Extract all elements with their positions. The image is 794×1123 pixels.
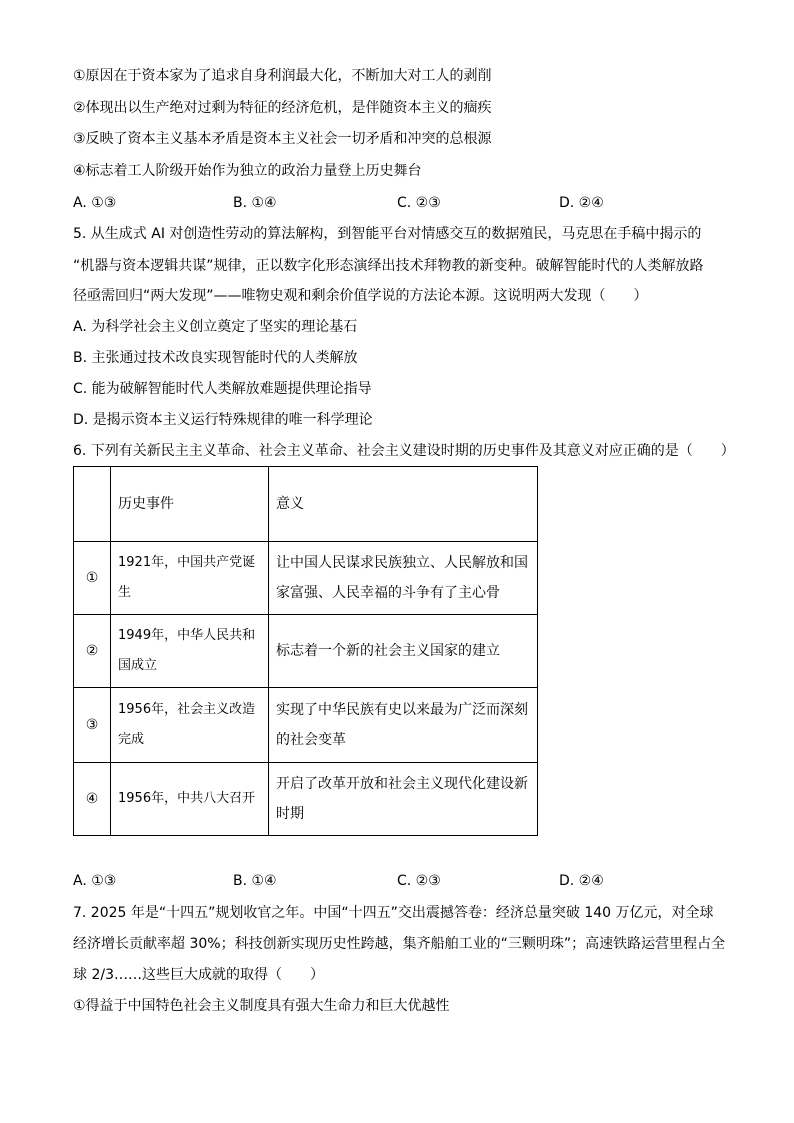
q6-option-c: C. ②③	[397, 873, 441, 889]
table-row	[74, 542, 538, 615]
q4-item-3: ③反映了资本主义基本矛盾是资本主义社会一切矛盾和冲突的总根源	[73, 131, 492, 147]
q4-options	[73, 193, 713, 213]
table-header-row	[74, 467, 538, 542]
q4-option-b: B. ①④	[233, 195, 277, 211]
q7-stem-line-1: 7. 2025 年是“十四五”规划收官之年。中国“十四五”交出震撼答卷：经济总量突破 140 万亿元，对全球	[73, 905, 714, 921]
table-row	[74, 615, 538, 688]
row-number: ①	[74, 542, 111, 615]
table-header-meaning: 意义	[269, 467, 538, 542]
q5-option-a: A. 为科学社会主义创立奠定了坚实的理论基石	[73, 319, 358, 335]
q4-item-4: ④标志着工人阶级开始作为独立的政治力量登上历史舞台	[73, 163, 422, 179]
row-number: ④	[74, 763, 111, 836]
row-meaning: 实现了中华民族有史以来最为广泛而深刻的社会变革	[269, 688, 538, 763]
q7-stem-line-3: 球 2/3……这些巨大成就的取得（ ）	[73, 967, 324, 983]
q6-option-b: B. ①④	[233, 873, 277, 889]
q7-stem-line-2: 经济增长贡献率超 30%；科技创新实现历史性跨越，集齐船舶工业的“三颗明珠”；高速铁路运营里程占全	[73, 936, 726, 952]
row-meaning: 开启了改革开放和社会主义现代化建设新时期	[269, 763, 538, 836]
q4-option-a: A. ①③	[73, 195, 117, 211]
q6-option-d: D. ②④	[559, 873, 604, 889]
table-row	[74, 763, 538, 836]
q4-option-d: D. ②④	[559, 195, 604, 211]
q5-option-c: C. 能为破解智能时代人类解放难题提供理论指导	[73, 381, 372, 397]
q6-history-table	[73, 466, 538, 836]
row-number: ③	[74, 688, 111, 763]
table-row	[74, 688, 538, 763]
q6-stem: 6. 下列有关新民主主义革命、社会主义革命、社会主义建设时期的历史事件及其意义对应正确的是（ ）	[73, 443, 735, 459]
row-meaning: 标志着一个新的社会主义国家的建立	[269, 615, 538, 688]
row-meaning: 让中国人民谋求民族独立、人民解放和国家富强、人民幸福的斗争有了主心骨	[269, 542, 538, 615]
q5-option-d: D. 是揭示资本主义运行特殊规律的唯一科学理论	[73, 412, 373, 428]
q6-option-a: A. ①③	[73, 873, 117, 889]
q4-option-c: C. ②③	[397, 195, 441, 211]
q4-item-1: ①原因在于资本家为了追求自身利润最大化，不断加大对工人的剥削	[73, 68, 492, 84]
row-event: 1956年，中共八大召开	[111, 763, 269, 836]
q5-stem-line-3: 径亟需回归“两大发现”——唯物史观和剩余价值学说的方法论本源。这说明两大发现（ ）	[73, 288, 648, 304]
row-event: 1949年，中华人民共和国成立	[111, 615, 269, 688]
q5-option-b: B. 主张通过技术改良实现智能时代的人类解放	[73, 350, 358, 366]
row-number: ②	[74, 615, 111, 688]
q7-item-1: ①得益于中国特色社会主义制度具有强大生命力和巨大优越性	[73, 998, 450, 1014]
table-header-event: 历史事件	[111, 467, 269, 542]
table-header-blank	[74, 467, 111, 542]
q5-stem-line-2: “机器与资本逻辑共谋”规律，正以数字化形态演绎出技术拜物教的新变种。破解智能时代的人类解放路	[73, 258, 704, 274]
q4-item-2: ②体现出以生产绝对过剩为特征的经济危机，是伴随资本主义的痼疾	[73, 100, 492, 116]
q6-options	[73, 871, 713, 891]
row-event: 1921年，中国共产党诞生	[111, 542, 269, 615]
q5-stem-line-1: 5. 从生成式 AI 对创造性劳动的算法解构，到智能平台对情感交互的数据殖民，马克思在手稿中揭示的	[73, 226, 702, 242]
row-event: 1956年，社会主义改造完成	[111, 688, 269, 763]
